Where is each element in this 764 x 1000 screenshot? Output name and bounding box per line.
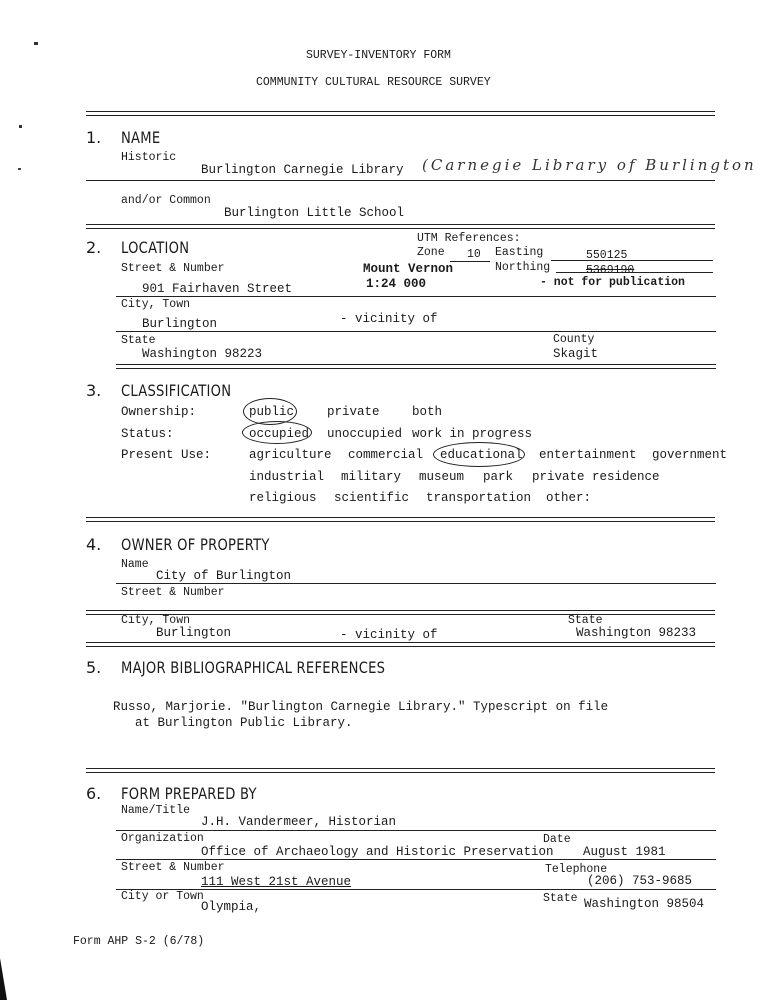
owner-vicinity-label: - vicinity of (340, 628, 438, 642)
section-4-number: 4. (86, 535, 102, 554)
use-option: park (483, 470, 514, 484)
use-option: scientific (334, 491, 410, 505)
use-option: other: (546, 491, 592, 505)
preparer-name-label: Name/Title (121, 804, 191, 817)
owner-name-label: Name (121, 558, 149, 571)
use-option: educational (440, 448, 523, 462)
selection-circle (242, 421, 312, 444)
status-option: work in progress (412, 427, 533, 441)
form-number: Form AHP S-2 (6/78) (73, 935, 205, 948)
historic-name-handwritten: (Carnegie Library of Burlington (422, 156, 757, 174)
owner-street-label: Street & Number (121, 586, 225, 599)
not-for-publication: - not for publication (540, 276, 685, 289)
city-label: City, Town (121, 298, 191, 311)
owner-city-value: Burlington (156, 626, 232, 640)
preparer-name-value: J.H. Vandermeer, Historian (201, 815, 397, 829)
scan-edge-mark (0, 958, 7, 1000)
section-6-title: FORM PREPARED BY (121, 784, 257, 803)
preparer-city-value: Olympia, (201, 900, 262, 914)
use-option: museum (419, 470, 465, 484)
section-6-number: 6. (86, 784, 102, 803)
preparer-state-value: Washington 98504 (584, 897, 705, 911)
ownership-label: Ownership: (121, 405, 197, 419)
common-name-label: and/or Common (121, 194, 211, 207)
northing-underline (556, 272, 713, 273)
historic-name-value: Burlington Carnegie Library (201, 163, 404, 177)
ownership-option: public (249, 405, 295, 419)
divider (116, 830, 716, 831)
divider (116, 331, 716, 332)
form-subtitle: COMMUNITY CULTURAL RESOURCE SURVEY (256, 76, 491, 89)
status-option: unoccupied (327, 427, 403, 441)
section-5-number: 5. (86, 658, 102, 677)
northing-label: Northing (495, 261, 551, 274)
divider (86, 642, 715, 647)
date-label: Date (543, 833, 571, 846)
use-option: military (341, 470, 402, 484)
section-1-number: 1. (86, 128, 102, 147)
section-3-title: CLASSIFICATION (121, 381, 232, 400)
county-label: County (553, 333, 595, 346)
state-label: State (121, 334, 156, 347)
street-value: 901 Fairhaven Street (142, 282, 293, 296)
scan-speck (19, 125, 22, 128)
use-option: private residence (532, 470, 660, 484)
use-option: entertainment (539, 448, 637, 462)
section-2-number: 2. (86, 238, 102, 257)
owner-city-label: City, Town (121, 614, 191, 627)
preparer-state-label: State (543, 892, 578, 905)
divider (116, 583, 716, 584)
historic-label: Historic (121, 151, 177, 164)
state-value: Washington 98223 (142, 347, 263, 361)
use-option: transportation (426, 491, 532, 505)
divider (116, 889, 716, 890)
section-5-title: MAJOR BIBLIOGRAPHICAL REFERENCES (121, 658, 386, 677)
section-2-title: LOCATION (121, 238, 190, 257)
easting-value: 550125 (586, 249, 628, 262)
zone-value: 10 (467, 248, 481, 261)
telephone-value: (206) 753-9685 (587, 874, 693, 888)
use-option: government (652, 448, 728, 462)
use-option: commercial (348, 448, 424, 462)
form-title: SURVEY-INVENTORY FORM (306, 49, 451, 62)
divider (86, 517, 715, 522)
common-name-value: Burlington Little School (224, 206, 405, 220)
northing-value: 5369190 (586, 264, 635, 277)
zone-label: Zone (417, 246, 445, 259)
organization-label: Organization (121, 832, 204, 845)
divider (86, 180, 715, 181)
ownership-option: private (327, 405, 380, 419)
reference-line-2: at Burlington Public Library. (135, 716, 353, 730)
preparer-street-value: 111 West 21st Avenue (201, 875, 352, 889)
divider (86, 768, 715, 773)
quad-scale: 1:24 000 (366, 277, 427, 291)
scan-speck (34, 42, 38, 45)
preparer-city-label: City or Town (121, 890, 204, 903)
divider (116, 296, 716, 297)
use-option: religious (249, 491, 317, 505)
status-option: occupied (249, 427, 310, 441)
owner-name-value: City of Burlington (156, 569, 292, 583)
city-value: Burlington (142, 317, 218, 331)
divider (86, 224, 715, 229)
divider (116, 364, 716, 369)
section-3-number: 3. (86, 381, 102, 400)
quad-name: Mount Vernon (363, 262, 454, 276)
section-1-title: NAME (121, 128, 161, 147)
owner-state-label: State (568, 614, 603, 627)
date-value: August 1981 (583, 845, 666, 859)
use-option: industrial (249, 470, 325, 484)
easting-underline (551, 260, 713, 261)
zone-underline (450, 261, 490, 262)
divider (86, 111, 715, 116)
owner-state-value: Washington 98233 (576, 626, 697, 640)
utm-label: UTM References: (417, 232, 521, 245)
status-label: Status: (121, 427, 174, 441)
divider (116, 859, 716, 860)
telephone-label: Telephone (545, 863, 608, 876)
selection-circle (433, 442, 525, 467)
ownership-option: both (412, 405, 443, 419)
county-value: Skagit (553, 347, 599, 361)
organization-value: Office of Archaeology and Historic Preservation (201, 845, 554, 859)
present-use-label: Present Use: (121, 448, 212, 462)
scan-speck (18, 168, 21, 170)
reference-line-1: Russo, Marjorie. "Burlington Carnegie Library." Typescript on file (113, 700, 609, 714)
section-4-title: OWNER OF PROPERTY (121, 535, 270, 554)
preparer-street-label: Street & Number (121, 861, 225, 874)
use-option: agriculture (249, 448, 332, 462)
vicinity-label: - vicinity of (340, 312, 438, 326)
street-label: Street & Number (121, 262, 225, 275)
easting-label: Easting (495, 246, 544, 259)
